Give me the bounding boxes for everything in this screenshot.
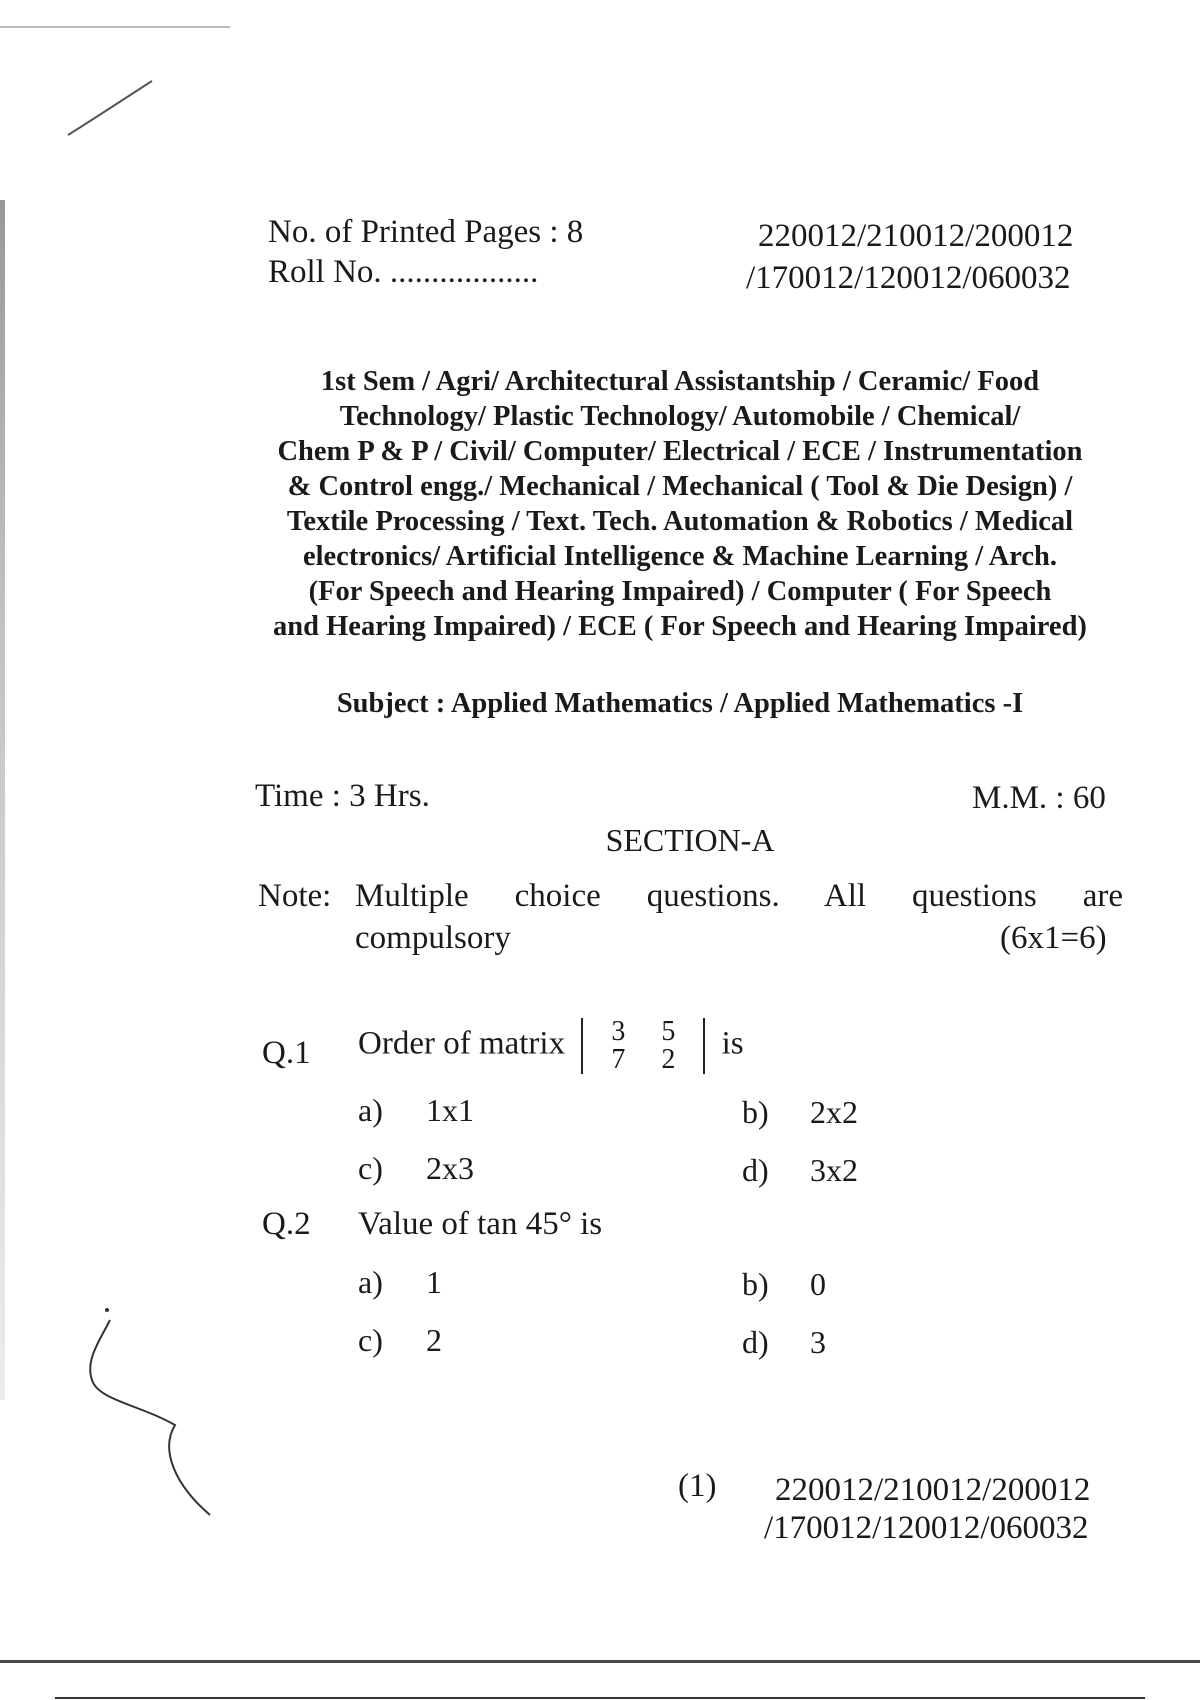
matrix-cell: 3	[611, 1016, 626, 1047]
option-value: 2	[426, 1322, 442, 1358]
scan-bottom-rule	[55, 1697, 1145, 1699]
option	[358, 1322, 442, 1359]
matrix-cell: 7	[611, 1044, 626, 1075]
footer-codes-line2: /170012/120012/060032	[764, 1510, 1089, 1546]
option-value: 3	[810, 1324, 826, 1360]
note-text: Multiple choice questions. All questions are	[355, 878, 1123, 914]
option-label: a)	[358, 1264, 383, 1300]
paper-codes-line1: 220012/210012/200012	[758, 218, 1074, 254]
roll-no: Roll No. ..................	[268, 254, 539, 290]
option	[742, 1266, 826, 1303]
section-marks: (6x1=6)	[1000, 920, 1107, 956]
option-value: 3x2	[810, 1152, 858, 1188]
option-label: a)	[358, 1092, 383, 1128]
page-number: (1)	[678, 1468, 717, 1504]
question-number: Q.2	[262, 1206, 311, 1242]
option-label: c)	[358, 1150, 383, 1186]
option-label: b)	[742, 1266, 769, 1302]
printed-pages: No. of Printed Pages : 8	[268, 214, 584, 250]
option	[358, 1264, 442, 1301]
section-title: SECTION-A	[605, 822, 775, 858]
option	[358, 1092, 474, 1129]
course-list	[220, 364, 1140, 644]
course-line: & Control engg./ Mechanical / Mechanical ( Tool & Die Design) /	[287, 471, 1073, 502]
matrix-cell: 5	[661, 1016, 676, 1047]
paper-codes-line2: /170012/120012/060032	[746, 260, 1071, 296]
scan-left-edge	[0, 200, 5, 1400]
option-label: c)	[358, 1322, 383, 1358]
course-line: (For Speech and Hearing Impaired) / Computer ( For Speech	[308, 576, 1052, 607]
option	[358, 1150, 474, 1187]
pen-stroke	[60, 75, 160, 145]
subject-title: Subject : Applied Mathematics / Applied Mathematics -I	[336, 688, 1024, 719]
handwritten-mark	[80, 1300, 230, 1530]
course-line: 1st Sem / Agri/ Architectural Assistantship / Ceramic/ Food	[320, 366, 1040, 397]
option-value: 2x3	[426, 1150, 474, 1186]
matrix-cell: 2	[661, 1044, 676, 1075]
scan-top-rule	[0, 26, 230, 28]
question-number: Q.1	[262, 1035, 311, 1071]
note-text-continued: compulsory	[355, 920, 511, 956]
course-line: and Hearing Impaired) / ECE ( For Speech and Hearing Impaired)	[273, 611, 1087, 642]
max-marks: M.M. : 60	[972, 780, 1106, 816]
option	[742, 1152, 858, 1189]
matrix	[581, 1018, 705, 1074]
course-line: electronics/ Artificial Intelligence & Machine Learning / Arch.	[302, 541, 1058, 572]
footer-codes-line1: 220012/210012/200012	[775, 1472, 1091, 1508]
option	[742, 1094, 858, 1131]
option-label: d)	[742, 1152, 769, 1188]
scan-bottom-rule	[0, 1660, 1200, 1663]
option-value: 2x2	[810, 1094, 858, 1130]
course-line: Technology/ Plastic Technology/ Automobile / Chemical/	[339, 401, 1021, 432]
option	[742, 1324, 826, 1361]
course-line: Chem P & P / Civil/ Computer/ Electrical / ECE / Instrumentation	[277, 436, 1083, 467]
note-label: Note:	[258, 878, 332, 914]
option-label: b)	[742, 1094, 769, 1130]
question-text	[358, 1018, 744, 1074]
question-text-before: Order of matrix	[358, 1025, 566, 1062]
question-text: Value of tan 45° is	[358, 1206, 603, 1242]
option-value: 1x1	[426, 1092, 474, 1128]
option-value: 1	[426, 1264, 442, 1300]
option-label: d)	[742, 1324, 769, 1360]
course-line: Textile Processing / Text. Tech. Automation & Robotics / Medical	[286, 506, 1074, 537]
option-value: 0	[810, 1266, 826, 1302]
exam-time: Time : 3 Hrs.	[255, 778, 430, 814]
question-text-after: is	[721, 1025, 744, 1062]
